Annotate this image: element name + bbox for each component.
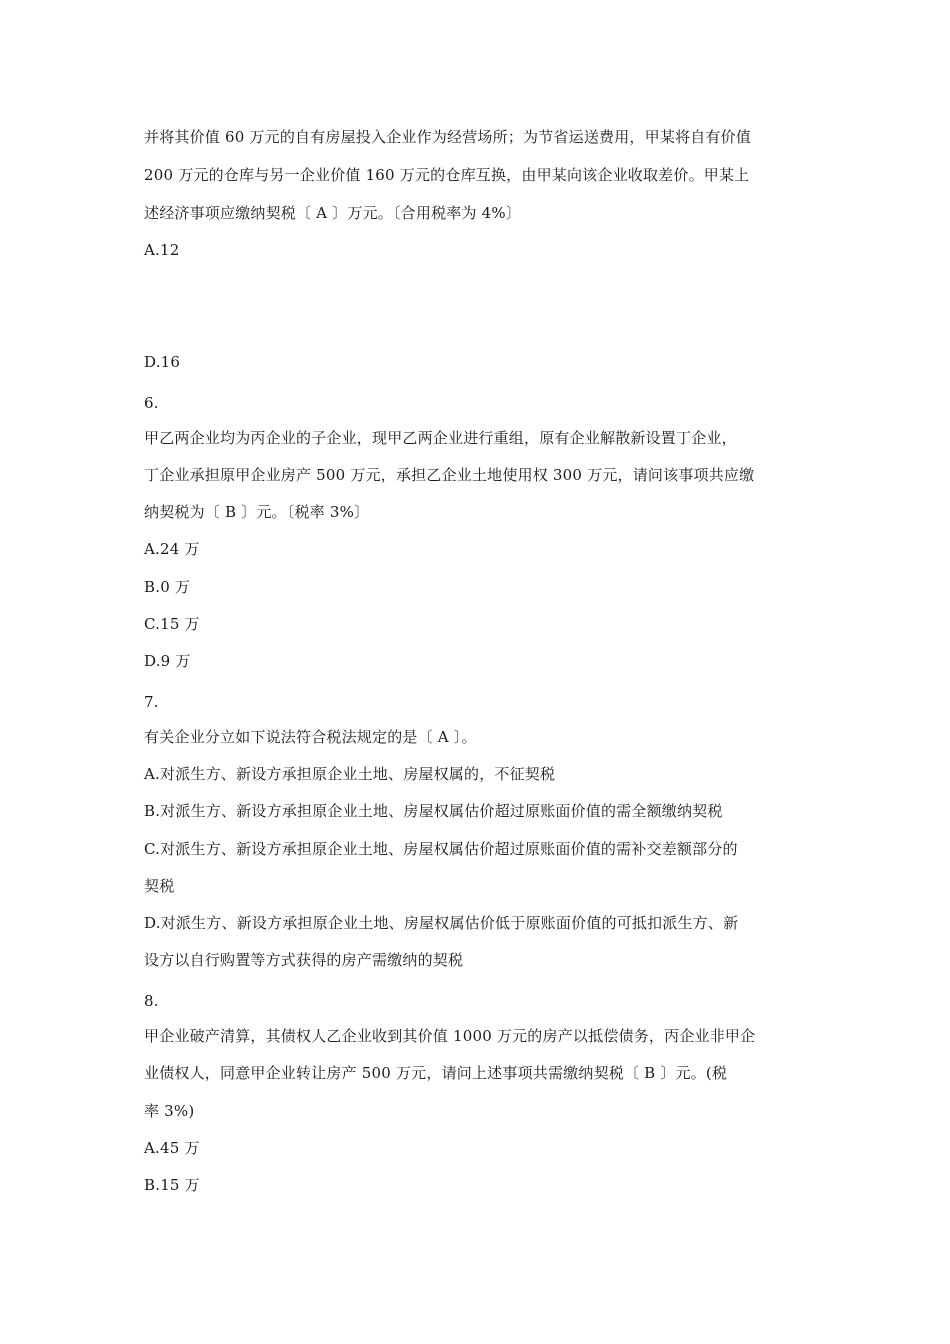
question-6-stem-line-3: 纳契税为〔 B 〕元。〔税率 3%〕	[144, 503, 370, 521]
question-7-option-a: A.对派生方、新设方承担原企业土地、房屋权属的，不征契税	[144, 765, 556, 783]
question-5-stem-line-1: 并将其价值 60 万元的自有房屋投入企业作为经营场所；为节省运送费用，甲某将自有价值	[144, 128, 752, 146]
question-7-option-d-line-2: 设方以自行购置等方式获得的房产需缴纳的契税	[144, 951, 464, 969]
question-7-option-c-line-2: 契税	[144, 877, 175, 895]
question-7-stem: 有关企业分立如下说法符合税法规定的是〔 A 〕。	[144, 728, 477, 746]
question-8-stem-line-1: 甲企业破产清算，其债权人乙企业收到其价值 1000 万元的房产以抵偿债务，丙企业非甲企	[144, 1027, 756, 1045]
question-6-option-b: B.0 万	[144, 578, 191, 596]
question-7-option-d-line-1: D.对派生方、新设方承担原企业土地、房屋权属估价低于原账面价值的可抵扣派生方、新	[144, 914, 739, 932]
question-6-option-c: C.15 万	[144, 615, 200, 633]
question-6-number: 6.	[144, 394, 159, 412]
question-5-option-d: D.16	[144, 353, 181, 371]
question-7-option-b: B.对派生方、新设方承担原企业土地、房屋权属估价超过原账面价值的需全额缴纳契税	[144, 802, 723, 820]
question-7-option-c-line-1: C.对派生方、新设方承担原企业土地、房屋权属估价超过原账面价值的需补交差额部分的	[144, 840, 738, 858]
question-7-number: 7.	[144, 693, 159, 711]
question-5-option-a: A.12	[144, 241, 180, 259]
question-8-number: 8.	[144, 992, 159, 1010]
question-6-option-a: A.24 万	[144, 540, 200, 558]
question-8-option-b: B.15 万	[144, 1176, 200, 1194]
question-6-stem-line-2: 丁企业承担原甲企业房产 500 万元，承担乙企业土地使用权 300 万元，请问该事项共应缴	[144, 466, 755, 484]
question-6-stem-line-1: 甲乙两企业均为丙企业的子企业，现甲乙两企业进行重组，原有企业解散新设置丁企业，	[144, 429, 737, 447]
question-5-stem-line-3: 述经济事项应缴纳契税〔 A 〕万元。〔合用税率为 4%〕	[144, 204, 522, 222]
question-8-stem-line-3: 率 3%)	[144, 1102, 195, 1120]
question-6-option-d: D.9 万	[144, 652, 191, 670]
question-8-option-a: A.45 万	[144, 1139, 200, 1157]
question-8-stem-line-2: 业债权人，同意甲企业转让房产 500 万元，请问上述事项共需缴纳契税〔 B 〕元。(税	[144, 1064, 728, 1082]
question-5-stem-line-2: 200 万元的仓库与另一企业价值 160 万元的仓库互换，由甲某向该企业收取差价。甲某上	[144, 166, 750, 184]
